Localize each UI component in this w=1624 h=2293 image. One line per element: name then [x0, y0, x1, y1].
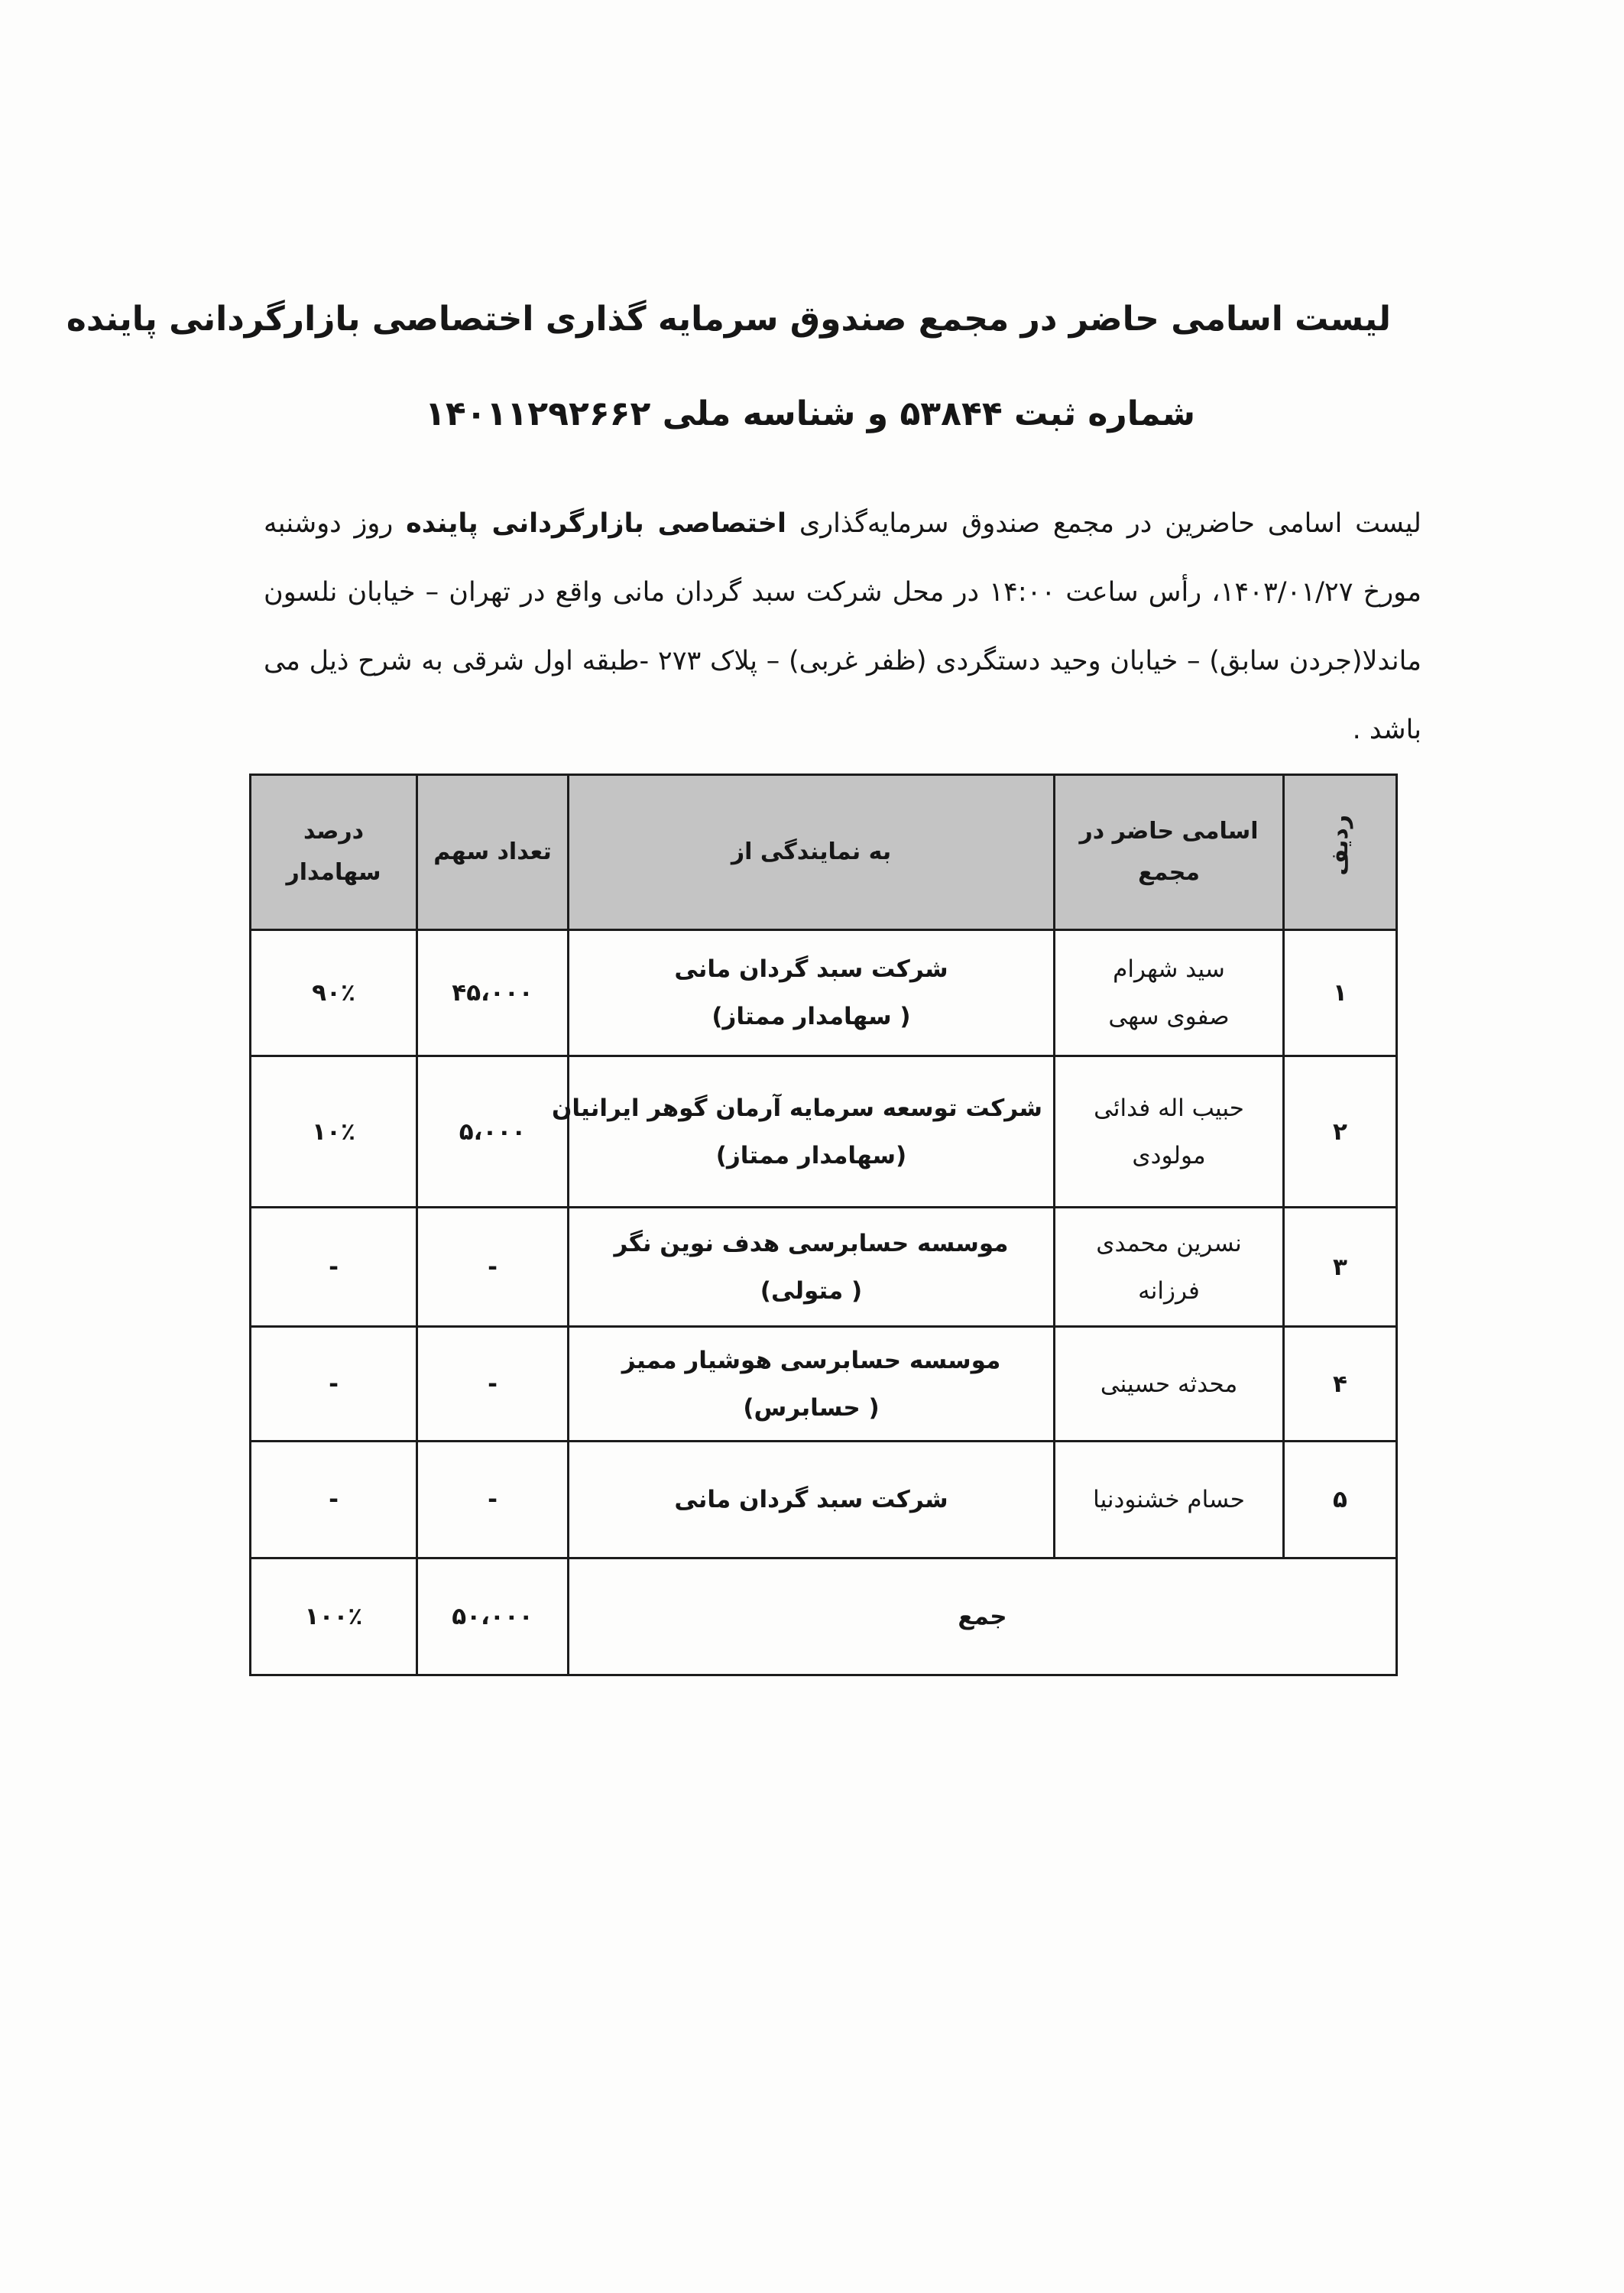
total-row	[251, 1558, 1397, 1675]
attendee-name: محدثه حسینی	[1055, 1327, 1284, 1442]
header-shareholder-percent: درصد سهامدار	[251, 775, 417, 930]
shareholder-percent: -	[251, 1442, 417, 1558]
row-number: ۴	[1284, 1327, 1397, 1442]
header-share-count: تعداد سهم	[417, 775, 569, 930]
share-count: ۴۵،۰۰۰	[417, 930, 569, 1056]
represented-by: شرکت سبد گردان مانی	[569, 1442, 1055, 1558]
attendee-name: نسرین محمدی فرزانه	[1055, 1208, 1284, 1327]
table-row	[251, 1208, 1397, 1327]
row-number: ۳	[1284, 1208, 1397, 1327]
shareholder-percent: -	[251, 1327, 417, 1442]
row-number: ۲	[1284, 1056, 1397, 1208]
attendee-name: سید شهرام صفوی سهی	[1055, 930, 1284, 1056]
attendee-name: حبیب اله فدائی مولودی	[1055, 1056, 1284, 1208]
total-shares: ۵۰،۰۰۰	[417, 1558, 569, 1675]
represented-by: موسسه حسابرسی هدف نوین نگر ( متولی)	[569, 1208, 1055, 1327]
attendees-table	[249, 774, 1398, 1676]
shareholder-percent: -	[251, 1208, 417, 1327]
total-label: جمع	[569, 1558, 1397, 1675]
shareholder-percent: ۱۰٪	[251, 1056, 417, 1208]
intro-paragraph	[264, 489, 1421, 764]
header-attendee-name: اسامی حاضر در مجمع	[1055, 775, 1284, 930]
represented-by: شرکت توسعه سرمایه آرمان گوهر ایرانیان (سهامدار ممتاز)	[569, 1056, 1055, 1208]
table-row	[251, 930, 1397, 1056]
represented-by: شرکت سبد گردان مانی ( سهامدار ممتاز)	[569, 930, 1055, 1056]
table-row	[251, 1056, 1397, 1208]
total-percent: ۱۰۰٪	[251, 1558, 417, 1675]
share-count: -	[417, 1442, 569, 1558]
row-number: ۱	[1284, 930, 1397, 1056]
intro-text-start: لیست اسامی حاضرین در مجمع صندوق سرمایه‌گذاری	[786, 508, 1421, 539]
header-represented-by: به نمایندگی از	[569, 775, 1055, 930]
header-row-number: ردیف	[1284, 775, 1397, 930]
attendee-name: حسام خشنودنیا	[1055, 1442, 1284, 1558]
represented-by: موسسه حسابرسی هوشیار ممیز ( حسابرس)	[569, 1327, 1055, 1442]
share-count: -	[417, 1327, 569, 1442]
intro-text-end: روز دوشنبه مورخ ۱۴۰۳/۰۱/۲۷، رأس ساعت ۱۴:۰۰ در محل شرکت سبد گردان مانی واقع در تهران – خیابان نلسون ماندلا(جردن سابق) – خیابان وحید دستگردی (ظفر غربی) – پلاک ۲۷۳ -طبقه اول شرقی به شرح ذیل می باشد .	[264, 508, 1421, 745]
registration-line: شماره ثبت ۵۳۸۴۴ و شناسه ملی ۱۴۰۱۱۲۹۲۶۶۲	[424, 394, 1196, 433]
document-title: لیست اسامی حاضر در مجمع صندوق سرمایه گذاری اختصاصی بازارگردانی پاینده	[66, 300, 1391, 339]
share-count: -	[417, 1208, 569, 1327]
shareholder-percent: ۹۰٪	[251, 930, 417, 1056]
table-row	[251, 1442, 1397, 1558]
table-header-row	[251, 775, 1397, 930]
share-count: ۵،۰۰۰	[417, 1056, 569, 1208]
intro-fund-name: اختصاصی بازارگردانی پاینده	[406, 508, 787, 539]
row-number: ۵	[1284, 1442, 1397, 1558]
table-row	[251, 1327, 1397, 1442]
